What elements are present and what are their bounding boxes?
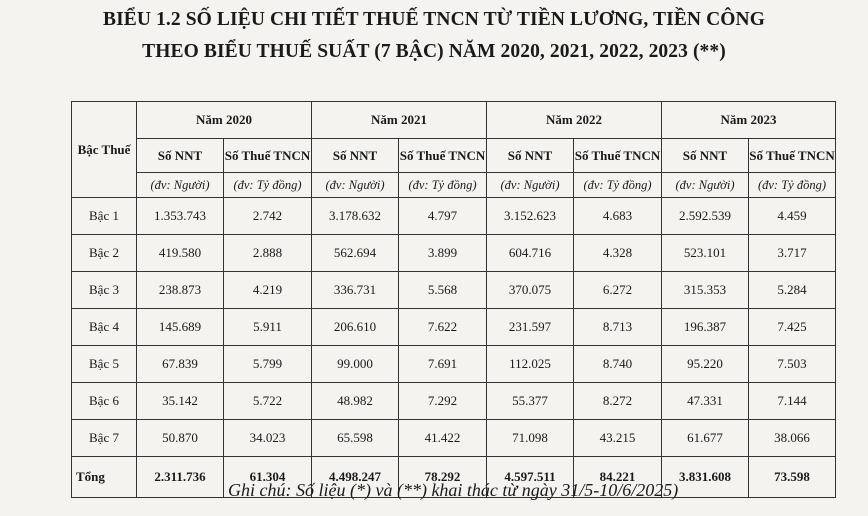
cell-tax-2022: 6.272: [574, 272, 662, 309]
cell-taxpayers-2022: 55.377: [487, 383, 574, 420]
cell-tax-2020: 34.023: [224, 420, 312, 457]
unit-label-billion-vnd: (đv: Tỷ đồng): [749, 173, 836, 198]
cell-tax-2021: 3.899: [399, 235, 487, 272]
cell-taxpayers-2020: 35.142: [137, 383, 224, 420]
cell-tax-2023: 3.717: [749, 235, 836, 272]
total-label: Tổng: [72, 457, 137, 498]
cell-tax-2020: 4.219: [224, 272, 312, 309]
cell-tax-2023: 5.284: [749, 272, 836, 309]
table-title-line-2: THEO BIỂU THUẾ SUẤT (7 BẬC) NĂM 2020, 2021, 2022, 2023 (**): [142, 41, 726, 62]
year-header-2023: Năm 2023: [662, 102, 836, 139]
table-row: [72, 309, 836, 346]
total-taxpayers-2021: 4.498.247: [312, 457, 399, 498]
total-tax-2022: 84.221: [574, 457, 662, 498]
cell-tax-2020: 5.911: [224, 309, 312, 346]
row-label: Bậc 7: [72, 420, 137, 457]
cell-taxpayers-2021: 99.000: [312, 346, 399, 383]
cell-taxpayers-2021: 562.694: [312, 235, 399, 272]
cell-tax-2021: 4.797: [399, 198, 487, 235]
cell-taxpayers-2021: 206.610: [312, 309, 399, 346]
total-tax-2020: 61.304: [224, 457, 312, 498]
cell-tax-2023: 7.425: [749, 309, 836, 346]
total-taxpayers-2022: 4.597.511: [487, 457, 574, 498]
cell-taxpayers-2022: 231.597: [487, 309, 574, 346]
cell-tax-2021: 7.691: [399, 346, 487, 383]
cell-taxpayers-2020: 419.580: [137, 235, 224, 272]
cell-taxpayers-2020: 238.873: [137, 272, 224, 309]
row-label: Bậc 1: [72, 198, 137, 235]
cell-tax-2020: 5.799: [224, 346, 312, 383]
row-label: Bậc 6: [72, 383, 137, 420]
cell-taxpayers-2023: 196.387: [662, 309, 749, 346]
cell-taxpayers-2022: 3.152.623: [487, 198, 574, 235]
cell-tax-2020: 2.888: [224, 235, 312, 272]
footnote: Ghi chú: Số liệu (*) và (**) khai thác từ ngày 31/5-10/6/2025): [228, 480, 679, 500]
cell-tax-2022: 4.683: [574, 198, 662, 235]
cell-taxpayers-2022: 370.075: [487, 272, 574, 309]
year-header-2021: Năm 2021: [312, 102, 487, 139]
table-row: [72, 383, 836, 420]
year-header-2020: Năm 2020: [137, 102, 312, 139]
cell-taxpayers-2020: 145.689: [137, 309, 224, 346]
total-taxpayers-2023: 3.831.608: [662, 457, 749, 498]
cell-taxpayers-2022: 112.025: [487, 346, 574, 383]
row-label: Bậc 5: [72, 346, 137, 383]
cell-tax-2022: 8.740: [574, 346, 662, 383]
cell-taxpayers-2020: 67.839: [137, 346, 224, 383]
cell-taxpayers-2021: 48.982: [312, 383, 399, 420]
cell-tax-2020: 5.722: [224, 383, 312, 420]
cell-taxpayers-2021: 65.598: [312, 420, 399, 457]
row-label: Bậc 3: [72, 272, 137, 309]
col-header-taxpayers: Số NNT: [312, 139, 399, 173]
cell-tax-2021: 7.622: [399, 309, 487, 346]
unit-label-persons: (đv: Người): [137, 173, 224, 198]
cell-tax-2022: 43.215: [574, 420, 662, 457]
table-row: [72, 235, 836, 272]
cell-tax-2022: 8.713: [574, 309, 662, 346]
row-label: Bậc 2: [72, 235, 137, 272]
cell-tax-2022: 8.272: [574, 383, 662, 420]
tax-table: [71, 101, 836, 498]
cell-taxpayers-2021: 3.178.632: [312, 198, 399, 235]
cell-taxpayers-2023: 315.353: [662, 272, 749, 309]
cell-tax-2021: 7.292: [399, 383, 487, 420]
col-header-taxpayers: Số NNT: [137, 139, 224, 173]
cell-taxpayers-2023: 523.101: [662, 235, 749, 272]
table-title-line-1: BIỂU 1.2 SỐ LIỆU CHI TIẾT THUẾ TNCN TỪ TIỀN LƯƠNG, TIỀN CÔNG: [103, 9, 765, 30]
cell-tax-2022: 4.328: [574, 235, 662, 272]
cell-taxpayers-2020: 50.870: [137, 420, 224, 457]
col-header-tax-amount: Số Thuế TNCN: [574, 139, 662, 173]
total-taxpayers-2020: 2.311.736: [137, 457, 224, 498]
cell-taxpayers-2023: 47.331: [662, 383, 749, 420]
unit-label-billion-vnd: (đv: Tỷ đồng): [574, 173, 662, 198]
cell-tax-2020: 2.742: [224, 198, 312, 235]
cell-tax-2023: 7.503: [749, 346, 836, 383]
total-tax-2023: 73.598: [749, 457, 836, 498]
cell-taxpayers-2023: 61.677: [662, 420, 749, 457]
cell-tax-2023: 7.144: [749, 383, 836, 420]
year-header-2022: Năm 2022: [487, 102, 662, 139]
cell-tax-2023: 38.066: [749, 420, 836, 457]
table-row: [72, 420, 836, 457]
cell-taxpayers-2020: 1.353.743: [137, 198, 224, 235]
cell-tax-2021: 41.422: [399, 420, 487, 457]
cell-tax-2021: 5.568: [399, 272, 487, 309]
cell-taxpayers-2022: 604.716: [487, 235, 574, 272]
col-header-tax-amount: Số Thuế TNCN: [749, 139, 836, 173]
cell-tax-2023: 4.459: [749, 198, 836, 235]
cell-taxpayers-2022: 71.098: [487, 420, 574, 457]
unit-label-persons: (đv: Người): [487, 173, 574, 198]
row-header-tax-bracket: Bậc Thuế: [72, 102, 137, 198]
table-row: [72, 272, 836, 309]
table-row: [72, 346, 836, 383]
unit-label-persons: (đv: Người): [312, 173, 399, 198]
cell-taxpayers-2023: 2.592.539: [662, 198, 749, 235]
cell-taxpayers-2023: 95.220: [662, 346, 749, 383]
unit-label-billion-vnd: (đv: Tỷ đồng): [399, 173, 487, 198]
col-header-taxpayers: Số NNT: [487, 139, 574, 173]
col-header-taxpayers: Số NNT: [662, 139, 749, 173]
cell-taxpayers-2021: 336.731: [312, 272, 399, 309]
row-label: Bậc 4: [72, 309, 137, 346]
unit-label-billion-vnd: (đv: Tỷ đồng): [224, 173, 312, 198]
col-header-tax-amount: Số Thuế TNCN: [399, 139, 487, 173]
table-row: [72, 198, 836, 235]
unit-label-persons: (đv: Người): [662, 173, 749, 198]
col-header-tax-amount: Số Thuế TNCN: [224, 139, 312, 173]
total-tax-2021: 78.292: [399, 457, 487, 498]
